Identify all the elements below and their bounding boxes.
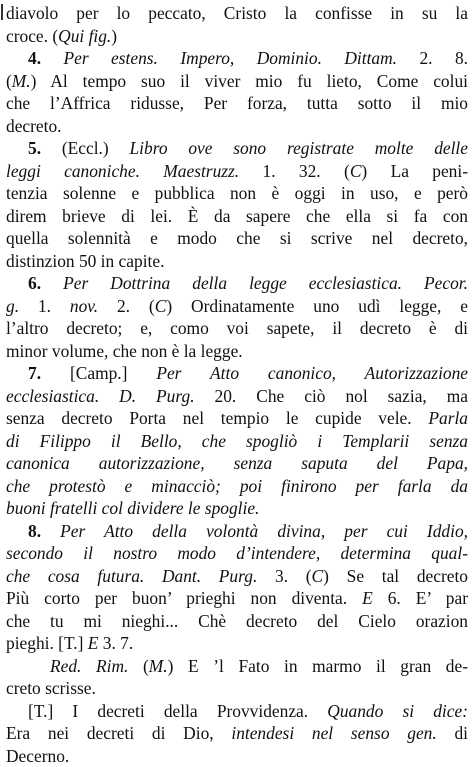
text-run: pieghi. [T.] <box>6 633 88 653</box>
text-line <box>6 205 468 228</box>
italic-text: leggi canoniche. Maestruzz. <box>6 161 239 181</box>
text-line <box>6 430 468 453</box>
text-line <box>6 47 468 70</box>
italic-text: C <box>312 566 324 586</box>
italic-text: che protestò e minacciò; poi finirono per farla da <box>6 476 468 496</box>
text-line <box>6 565 468 588</box>
text-run: 2. ( <box>98 296 155 316</box>
text-run: Era nei decreti di Dio, <box>6 723 231 743</box>
text-line <box>6 407 468 430</box>
dictionary-page <box>6 2 468 767</box>
italic-text: E <box>362 588 373 608</box>
text-run: 2. 8. <box>397 48 468 68</box>
text-line <box>6 227 468 250</box>
italic-text: Per estens. Impero, Dominio. Dittam. <box>64 48 398 68</box>
text-run: Più corto per buon’ prieghi non diventa. <box>6 588 362 608</box>
text-line <box>6 25 468 48</box>
text-run: l’altro decreto; e, como voi sapete, il decreto è di <box>6 318 468 338</box>
text-run: ( <box>128 656 148 676</box>
text-run: [Camp.] <box>41 363 156 383</box>
margin-mark <box>1 4 3 20</box>
italic-text: ecclesiastica. D. Purg. <box>6 386 195 406</box>
text-line <box>6 520 468 543</box>
text-line <box>6 70 468 93</box>
text-line <box>6 2 468 25</box>
text-line <box>6 700 468 723</box>
italic-text: M. <box>12 71 31 91</box>
text-run: senza decreto Porta nel tempio le cupide vele. <box>6 408 428 428</box>
text-line <box>6 250 468 273</box>
entry-number: 7. <box>28 363 41 383</box>
text-line <box>6 160 468 183</box>
text-run: 1. 32. ( <box>239 161 350 181</box>
italic-text: Parla <box>428 408 468 428</box>
text-run: direm brieve di lei. È da sapere che ella si fa con <box>6 206 468 226</box>
text-run: (Eccl.) <box>41 138 129 158</box>
text-run: quella solennità e modo che si scrive nel decreto, <box>6 228 468 248</box>
italic-text: nov. <box>70 296 98 316</box>
text-run: [T.] I decreti della Provvidenza. <box>28 701 327 721</box>
entry-number: 6. <box>28 273 41 293</box>
text-run: ) Se tal decreto <box>323 566 468 586</box>
text-run: ) E ’l Fato in marmo il gran de- <box>168 656 468 676</box>
text-line <box>6 317 468 340</box>
italic-text: secondo il nostro modo d’intendere, determina qual- <box>6 543 468 563</box>
text-line <box>6 542 468 565</box>
text-run: 6. E’ par <box>373 588 468 608</box>
italic-text: g. <box>6 296 19 316</box>
italic-text: Red. Rim. <box>50 656 128 676</box>
entry-number: 5. <box>28 138 41 158</box>
text-run: di <box>437 723 468 743</box>
text-run: decreto. <box>6 116 62 136</box>
text-run: ) Al tempo suo il viver mio fu lieto, Come colui <box>31 71 468 91</box>
text-run: Decerno. <box>6 746 69 766</box>
italic-text: Per Dottrina della legge ecclesiastica. Pecor. <box>63 273 468 293</box>
text-line <box>6 115 468 138</box>
text-run: distinzion 50 in capite. <box>6 251 164 271</box>
text-line <box>6 385 468 408</box>
text-run: 3. ( <box>257 566 311 586</box>
text-run: 3. 7. <box>98 633 133 653</box>
text-line <box>6 362 468 385</box>
text-line <box>6 722 468 745</box>
italic-text: Per Atto della volontà divina, per cui Iddio, <box>60 521 468 541</box>
italic-text: buoni fratelli col dividere le spoglie. <box>6 498 259 518</box>
italic-text: Libro ove sono registrate molte delle <box>130 138 469 158</box>
text-line <box>6 182 468 205</box>
italic-text: E <box>88 633 99 653</box>
text-run <box>41 273 63 293</box>
text-run: che l’Affrica ridusse, Per forza, tutta sotto il mio <box>6 93 468 113</box>
text-run: ) Ordinatamente uno udì legge, e <box>166 296 468 316</box>
text-run <box>41 48 63 68</box>
text-run <box>41 521 60 541</box>
text-run: 1. <box>19 296 70 316</box>
italic-text: che cosa futura. Dant. Purg. <box>6 566 257 586</box>
text-line <box>6 745 468 767</box>
text-run: che tu mi nieghi... Chè decreto del Cielo orazion <box>6 611 468 631</box>
italic-text: C <box>350 161 362 181</box>
text-line <box>6 92 468 115</box>
text-line <box>6 497 468 520</box>
text-line <box>6 340 468 363</box>
text-run: ) <box>111 26 117 46</box>
text-run: ( <box>6 71 12 91</box>
italic-text: Per Atto canonico, Autorizzazione <box>156 363 468 383</box>
text-run: tenzia solenne e pubblica non è oggi in uso, e però <box>6 183 468 203</box>
text-line <box>6 587 468 610</box>
italic-text: intendesi nel senso gen. <box>231 723 436 743</box>
entry-number: 8. <box>28 521 41 541</box>
text-run: minor volume, che non è la legge. <box>6 341 243 361</box>
text-line <box>6 272 468 295</box>
text-line <box>6 295 468 318</box>
text-line <box>6 137 468 160</box>
text-line <box>6 610 468 633</box>
italic-text: Quando si dice: <box>327 701 468 721</box>
text-run: ) La peni- <box>361 161 468 181</box>
entry-number: 4. <box>28 48 41 68</box>
text-line <box>6 677 468 700</box>
text-line <box>6 632 468 655</box>
text-run: croce. ( <box>6 26 58 46</box>
text-line <box>6 475 468 498</box>
italic-text: M. <box>149 656 168 676</box>
text-run: 20. Che ciò nol sazia, ma <box>195 386 468 406</box>
text-line <box>6 655 468 678</box>
text-line <box>6 452 468 475</box>
text-run: creto scrisse. <box>6 678 96 698</box>
italic-text: canonica autorizzazione, senza saputa del Papa, <box>6 453 468 473</box>
italic-text: di Filippo il Bello, che spogliò i Templarii senza <box>6 431 468 451</box>
text-run: diavolo per lo peccato, Cristo la confisse in su la <box>6 3 468 23</box>
italic-text: Qui fig. <box>58 26 111 46</box>
italic-text: C <box>155 296 167 316</box>
